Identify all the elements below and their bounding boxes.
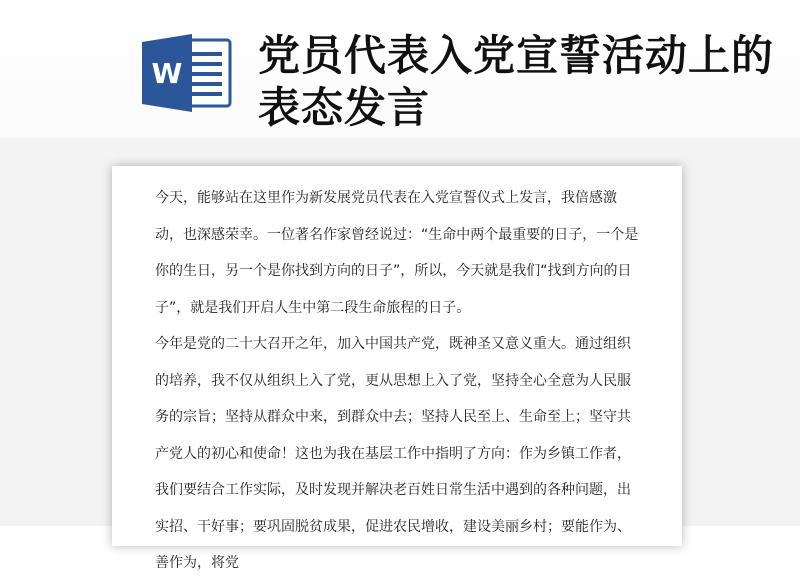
word-icon-letter: W [151,57,183,90]
word-document-icon [140,32,234,114]
document-body [155,180,643,582]
paragraph-1: 今天，能够站在这里作为新发展党员代表在入党宣誓仪式上发言，我倍感激动，也深感荣幸。一位著名作家曾经说过：“生命中两个最重要的日子，一个是你的生日，另一个是你找到方向的日子”，所以，今天就是我们“找到方向的日子”，就是我们开启人生中第二段生命旅程的日子。 [155,190,639,316]
document-page [112,166,682,571]
header-banner [0,0,800,138]
paragraph-2: 今年是党的二十大召开之年，加入中国共产党，既神圣又意义重大。通过组织的培养，我不仅从组织上入了党，更从思想上入了党，坚持全心全意为人民服务的宗旨；坚持从群众中来，到群众中去；坚持人民至上、生命至上；坚守共产党人的初心和使命！这也为我在基层工作中指明了方向：作为乡镇工作者，我们要结合工作实际，及时发现并解决老百姓日常生活中遇到的各种问题，出实招、干好事；要巩固脱贫成果，促进农民增收，建设美丽乡村；要能作为、善作为，将党 [155,336,631,571]
page-title: 党员代表入党宣誓活动上的表态发言 [258,31,775,132]
